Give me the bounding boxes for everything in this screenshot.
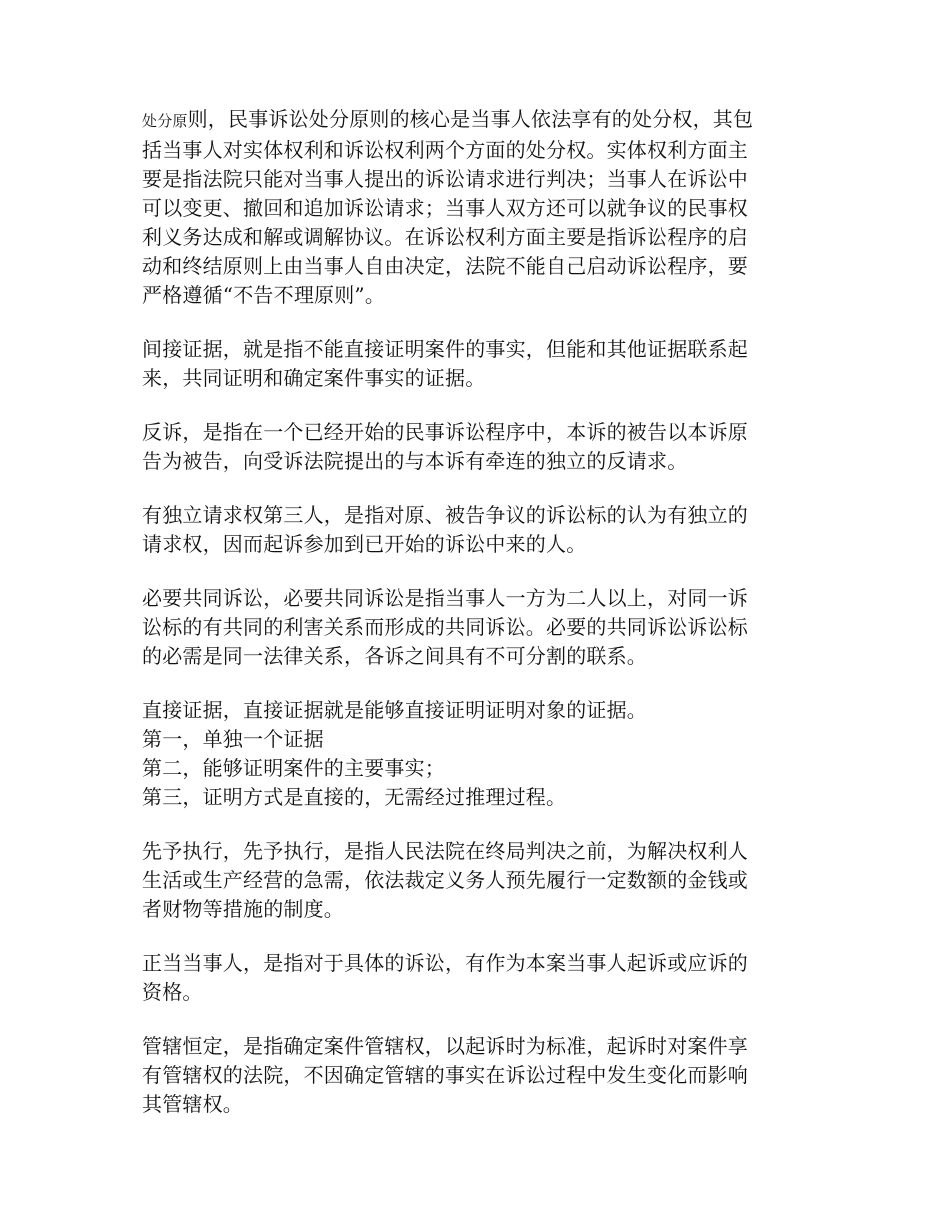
text-line: 资格。 [142,980,203,1004]
text-line: 生活或生产经营的急需，依法裁定义务人预先履行一定数额的金钱或 [142,868,748,892]
paragraph-necessary-joint-litigation [142,584,806,671]
text-line: 正当当事人，是指对于具体的诉讼，有作为本案当事人起诉或应诉的 [142,951,748,975]
text-line: 必要共同诉讼，必要共同诉讼是指当事人一方为二人以上，对同一诉 [142,586,748,610]
text-line: 利义务达成和解或调解协议。在诉讼权利方面主要是指诉讼程序的启 [142,225,748,249]
paragraph-prefix: 处分原 [142,112,188,130]
text-line: 告为被告，向受诉法院提出的与本诉有牵连的独立的反请求。 [142,449,688,473]
text-line: 其管辖权。 [142,1092,243,1116]
text-line: 间接证据，就是指不能直接证明案件的事实，但能和其他证据联系起 [142,337,748,361]
text-line: 讼标的有共同的利害关系而形成的共同诉讼。必要的共同诉讼诉讼标 [142,615,748,639]
text-line: 第三，证明方式是直接的，无需经过推理过程。 [142,785,567,809]
paragraph-indirect-evidence [142,335,806,393]
text-line: 第一，单独一个证据 [142,727,324,751]
text-line: 的必需是同一法律关系，各诉之间具有不可分割的联系。 [142,644,647,668]
document-body [142,105,806,1144]
text-line [142,105,806,136]
text-line: 要是指法院只能对当事人提出的诉讼请求进行判决；当事人在诉讼中 [142,167,748,191]
text-line: 来，共同证明和确定案件事实的证据。 [142,366,486,390]
text-line: 有管辖权的法院，不因确定管辖的事实在诉讼过程中发生变化而影响 [142,1063,748,1087]
paragraph-proper-party [142,949,806,1007]
text-line: 严格遵循“不告不理原则”。 [142,283,386,307]
paragraph-counterclaim [142,418,806,476]
text-line: 请求权，因而起诉参加到已开始的诉讼中来的人。 [142,532,587,556]
text-line: 管辖恒定，是指确定案件管辖权，以起诉时为标准，起诉时对案件享 [142,1034,748,1058]
text-line-content: 则，民事诉讼处分原则的核心是当事人依法享有的处分权，其包 [187,107,754,131]
text-line: 者财物等措施的制度。 [142,897,344,921]
paragraph-third-party-independent-claim [142,501,806,559]
text-line: 有独立请求权第三人，是指对原、被告争议的诉讼标的认为有独立的 [142,503,748,527]
paragraph-direct-evidence [142,696,806,812]
paragraph-jurisdiction-perpetuation [142,1032,806,1119]
text-line: 可以变更、撤回和追加诉讼请求；当事人双方还可以就争议的民事权 [142,196,748,220]
text-line: 反诉，是指在一个已经开始的民事诉讼程序中，本诉的被告以本诉原 [142,420,748,444]
text-line: 第二，能够证明案件的主要事实； [142,756,445,780]
text-line: 直接证据，直接证据就是能够直接证明证明对象的证据。 [142,698,647,722]
text-line: 括当事人对实体权利和诉讼权利两个方面的处分权。实体权利方面主 [142,138,748,162]
text-line: 动和终结原则上由当事人自由决定，法院不能自己启动诉讼程序，要 [142,254,748,278]
text-line: 先予执行，先予执行，是指人民法院在终局判决之前，为解决权利人 [142,839,748,863]
paragraph-advance-execution [142,837,806,924]
paragraph-disposition-principle [142,105,806,310]
